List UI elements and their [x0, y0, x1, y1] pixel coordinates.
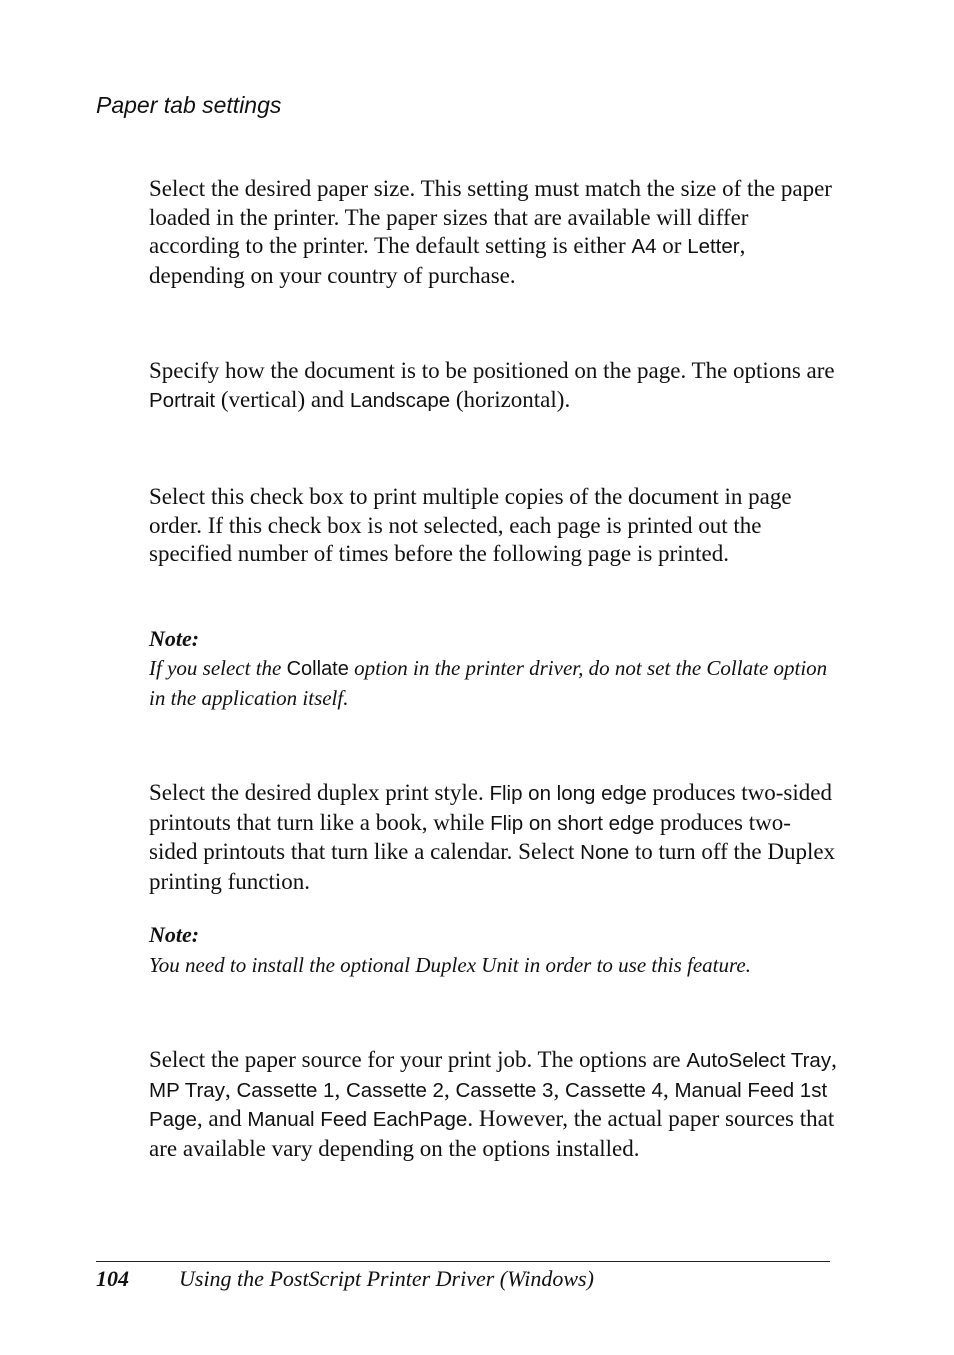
- option-cassette-2: Cassette 2: [345, 1078, 444, 1102]
- paragraph-paper-source: [149, 1046, 839, 1163]
- note-text: If you select the: [149, 656, 287, 680]
- option-letter: Letter: [687, 235, 740, 259]
- separator: ,: [443, 1076, 456, 1102]
- separator: ,: [553, 1076, 565, 1102]
- separator: ,: [831, 1047, 837, 1072]
- option-manual-feed-1st-page: Manual Feed 1st Page: [149, 1078, 828, 1132]
- separator: ,: [662, 1076, 675, 1102]
- separator: ,: [224, 1076, 237, 1102]
- option-none: None: [580, 841, 630, 865]
- separator: ,: [334, 1076, 346, 1102]
- paragraph-text: . However, the actual paper sources that are available vary depending on the options installed.: [149, 1106, 835, 1161]
- paragraph-paper-size: [149, 175, 839, 290]
- section-title: Paper tab settings: [96, 92, 282, 118]
- paragraph-text: Select the desired paper size. This setting must match the size of the paper loaded in the printer. The paper sizes that are available will differ according to the printer. The default setting is either: [149, 176, 832, 259]
- paragraph-text: Select the desired duplex print style.: [149, 780, 490, 805]
- paragraph-text: produces two-sided printouts that turn like a calendar. Select: [149, 809, 791, 865]
- option-autoselect-tray: AutoSelect Tray: [686, 1049, 832, 1072]
- option-cassette-4: Cassette 4: [564, 1078, 663, 1102]
- separator: , and: [196, 1106, 248, 1132]
- option-cassette-3: Cassette 3: [455, 1078, 554, 1102]
- note-text: option in the printer driver, do not set the Collate option in the application itself.: [149, 656, 828, 710]
- paragraph-text: to turn off the Duplex printing function.: [149, 839, 836, 894]
- paragraph-duplex: [149, 779, 839, 896]
- option-collate: Collate: [286, 658, 349, 680]
- option-mp-tray: MP Tray: [149, 1078, 225, 1102]
- option-manual-feed-eachpage: Manual Feed EachPage: [247, 1108, 468, 1132]
- option-flip-short-edge: Flip on short edge: [490, 811, 655, 835]
- option-cassette-1: Cassette 1: [236, 1078, 335, 1102]
- paragraph-text: (horizontal).: [450, 386, 571, 412]
- option-portrait: Portrait: [149, 388, 216, 412]
- option-flip-long-edge: Flip on long edge: [489, 782, 647, 805]
- note-label: Note:: [149, 626, 200, 651]
- paragraph-text: produces two-sided printouts that turn like a book, while: [149, 780, 832, 835]
- footer-title: Using the PostScript Printer Driver (Windows): [179, 1266, 594, 1291]
- note-label: Note:: [149, 922, 200, 947]
- paragraph-collate: Select this check box to print multiple copies of the document in page order. If this check box is not selected, each page is printed out the specified number of times before the following page is printed.: [149, 484, 792, 567]
- paragraph-orientation: [149, 357, 839, 415]
- paragraph-text: or: [656, 233, 688, 259]
- paragraph-text: Specify how the document is to be positioned on the page. The options are: [149, 358, 835, 383]
- note-collate: [149, 654, 839, 712]
- option-a4: A4: [631, 235, 657, 259]
- paragraph-text: , depending on your country of purchase.: [149, 233, 746, 288]
- paragraph-text: Select the paper source for your print job. The options are: [149, 1047, 687, 1072]
- page-number: 104: [96, 1266, 129, 1291]
- note-duplex: You need to install the optional Duplex Unit in order to use this feature.: [149, 953, 751, 977]
- paragraph-text: (vertical) and: [215, 386, 350, 412]
- option-landscape: Landscape: [349, 388, 451, 412]
- footer-rule: [96, 1261, 830, 1262]
